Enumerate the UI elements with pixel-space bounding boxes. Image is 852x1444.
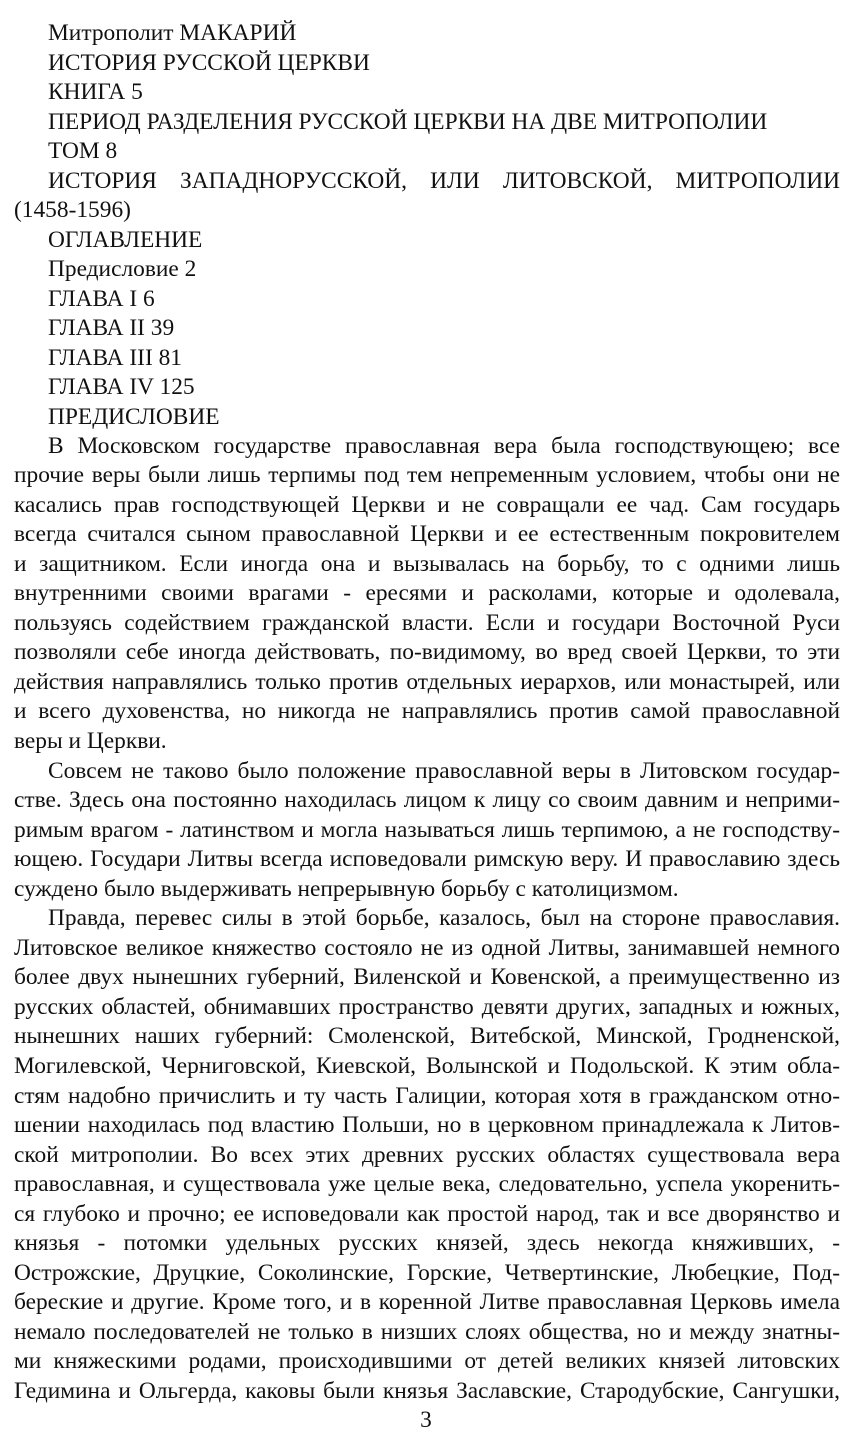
text-line: православная, и существовала уже целые века, следовательно, успела укоренить- <box>14 1171 840 1198</box>
text-line: внутренними своими врагами - ересями и расколами, которые и одолевала, <box>14 580 840 607</box>
book-title-line-2: (1458-1596) <box>14 197 131 223</box>
toc-entry: ГЛАВА III 81 <box>48 344 182 371</box>
text-line: и всего духовенства, но никогда не направлялись против самой православной <box>14 698 840 725</box>
paragraph-1 <box>14 432 840 757</box>
text-line: нынешних наших губерний: Смоленской, Витебской, Минской, Гродненской, <box>14 1023 840 1050</box>
toc-entry: ГЛАВА I 6 <box>48 285 155 312</box>
text-line: и защитником. Если иногда она и вызывалась на борьбу, то с одними лишь <box>14 550 840 577</box>
text-line: пользуясь содействием гражданской власти. Если и государи Восточной Руси <box>14 609 840 636</box>
book-line: КНИГА 5 <box>48 79 143 105</box>
header-block <box>48 19 767 167</box>
text-line: касались прав господствующей Церкви и не совращали ее чад. Сам государь <box>14 491 840 518</box>
toc-entry: ГЛАВА IV 125 <box>48 374 195 400</box>
text-line: прочие веры были лишь терпимы под тем непременным условием, чтобы они не <box>14 462 840 489</box>
toc-entry: ГЛАВА II 39 <box>48 315 175 341</box>
text-line: Острожские, Друцкие, Соколинские, Горские, Четвертинские, Любецкие, Под- <box>14 1259 840 1286</box>
text-line: стве. Здесь она постоянно находилась лицом к лицу со своим давним и неприми- <box>14 787 840 814</box>
table-of-contents <box>48 226 220 433</box>
preface-text <box>14 432 840 1407</box>
text-line: римым врагом - латинством и могла называться лишь терпимою, а не господству- <box>14 816 840 843</box>
paragraph-3 <box>14 904 840 1406</box>
author-line: Митрополит МАКАРИЙ <box>48 20 297 46</box>
text-line: немало последователей не только в низших слоях общества, но и между знатны- <box>14 1318 840 1345</box>
text-line: ской митрополии. Во всех этих древних русских областях существовала вера <box>14 1141 840 1168</box>
text-line: ющею. Государи Литвы всегда исповедовали римскую веру. И православию здесь <box>14 846 840 873</box>
preface-heading: ПРЕДИСЛОВИЕ <box>48 403 220 430</box>
text-line: Правда, перевес силы в этой борьбе, казалось, был на стороне православия. <box>48 905 840 932</box>
text-line: князья - потомки удельных русских князей, здесь некогда княживших, - <box>14 1230 840 1257</box>
book-title-line-1: ИСТОРИЯ ЗАПАДНОРУССКОЙ, ИЛИ ЛИТОВСКОЙ, МИТРОПОЛИИ <box>48 167 840 194</box>
toc-entry: Предисловие 2 <box>48 256 197 282</box>
text-line: Литовское великое княжество состояло не из одной Литвы, занимавшей немного <box>14 934 840 961</box>
volume-line: ТОМ 8 <box>48 138 118 164</box>
text-line: Гедимина и Ольгерда, каковы были князья Заславские, Стародубские, Сангушки, <box>14 1378 840 1404</box>
text-line: русских областей, обнимавших пространство девяти других, западных и южных, <box>14 993 840 1020</box>
series-title: ИСТОРИЯ РУССКОЙ ЦЕРКВИ <box>48 49 370 76</box>
text-line: действия направлялись только против отдельных иерархов, или монастырей, или <box>14 668 840 695</box>
text-line: ми княжескими родами, происходившими от детей великих князей литовских <box>14 1348 840 1375</box>
text-line: береские и другие. Кроме того, и в коренной Литве православная Церковь имела <box>14 1289 840 1316</box>
text-line: Могилевской, Черниговской, Киевской, Волынской и Подольской. К этим обла- <box>14 1052 840 1079</box>
text-line: шении находилась под властию Польши, но в церковном принадлежала к Литов- <box>14 1112 840 1139</box>
text-line: В Московском государстве православная вера была господствующею; все <box>48 432 840 459</box>
text-line: всегда считался сыном православной Церкви и ее естественным покровителем <box>14 521 840 548</box>
period-title: ПЕРИОД РАЗДЕЛЕНИЯ РУССКОЙ ЦЕРКВИ НА ДВЕ МИТРОПОЛИИ <box>48 108 768 135</box>
text-line: веры и Церкви. <box>14 727 167 754</box>
book-title <box>14 167 840 226</box>
text-line: Совсем не таково было положение православной веры в Литовском государ- <box>48 757 840 784</box>
text-line: стям надобно причислить и ту часть Галиции, которая хотя в гражданском отно- <box>14 1082 840 1109</box>
text-line: ся глубоко и прочно; ее исповедовали как простой народ, так и все дворянство и <box>14 1200 840 1227</box>
text-line: более двух нынешних губерний, Виленской и Ковенской, а преимущественно из <box>14 964 840 991</box>
toc-heading: ОГЛАВЛЕНИЕ <box>48 226 203 253</box>
paragraph-2 <box>14 757 840 905</box>
page-number: 3 <box>420 1407 432 1433</box>
text-line: суждено было выдерживать непрерывную борьбу с католицизмом. <box>14 875 679 902</box>
text-line: позволяли себе иногда действовать, по-видимому, во вред своей Церкви, то эти <box>14 639 840 666</box>
